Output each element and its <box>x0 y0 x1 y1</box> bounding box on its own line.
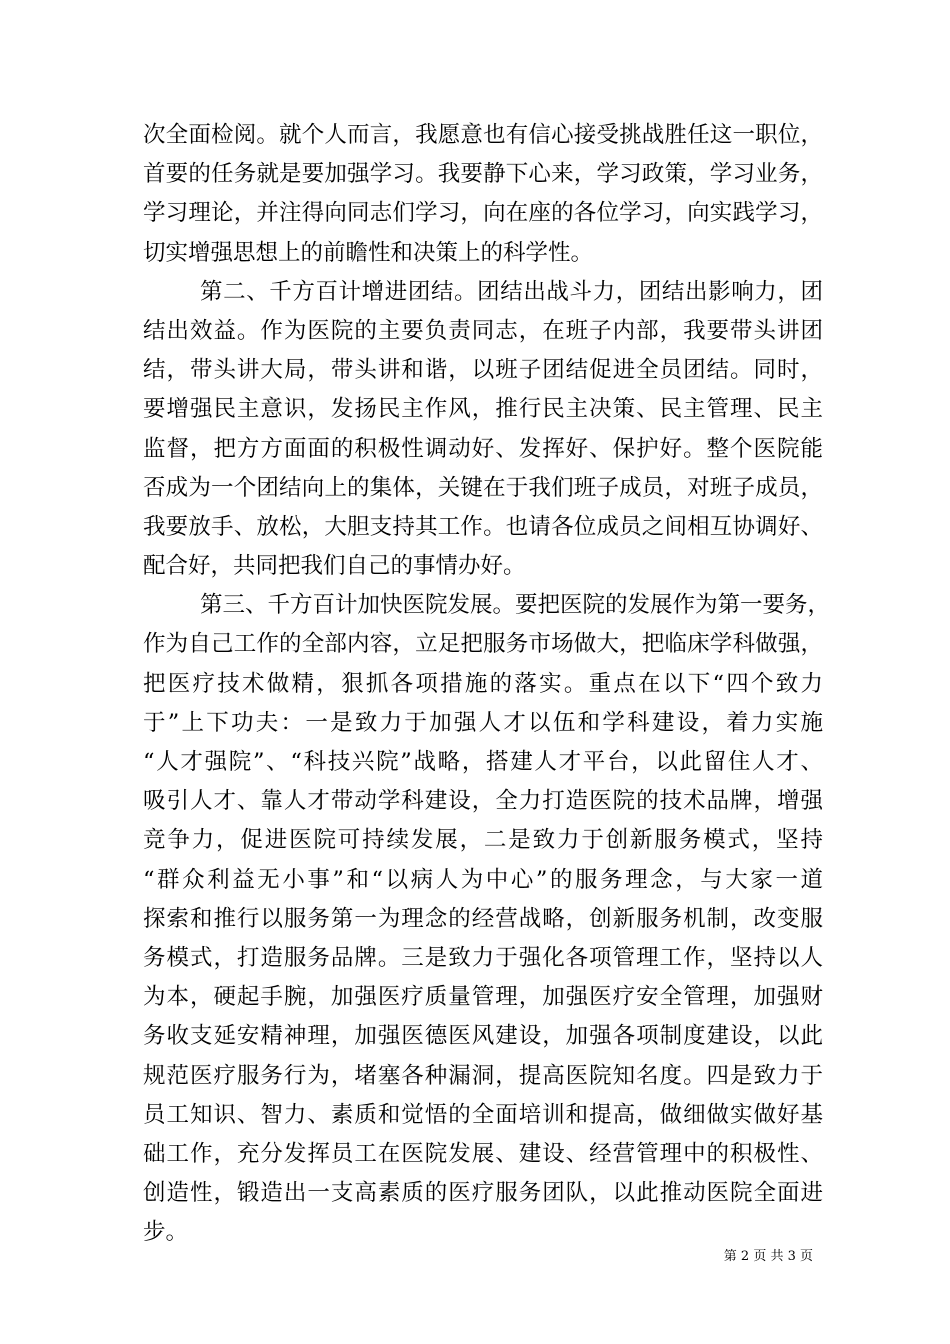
text-line: “群众利益无小事”和“以病人为中心”的服务理念，与大家一道 <box>143 866 823 893</box>
text-line: 学习理论，并注得向同志们学习，向在座的各位学习，向实践学习， <box>143 200 823 227</box>
text-line: 竞争力，促进医院可持续发展，二是致力于创新服务模式，坚持 <box>143 827 823 854</box>
text-line: 为本，硬起手腕，加强医疗质量管理，加强医疗安全管理，加强财 <box>143 984 823 1011</box>
text-line: 规范医疗服务行为，堵塞各种漏洞，提高医院知名度。四是致力于 <box>143 1062 823 1089</box>
text-line: 员工知识、智力、素质和觉悟的全面培训和提高，做细做实做好基 <box>143 1101 823 1128</box>
text-line: 创造性，锻造出一支高素质的医疗服务团队，以此推动医院全面进 <box>143 1180 823 1207</box>
text-line: 于”上下功夫：一是致力于加强人才以伍和学科建设，着力实施 <box>143 709 823 736</box>
text-line: 结出效益。作为医院的主要负责同志，在班子内部，我要带头讲团 <box>143 317 823 344</box>
text-line: 第二、千方百计增进团结。团结出战斗力，团结出影响力，团 <box>200 278 823 305</box>
text-line: 吸引人才、靠人才带动学科建设，全力打造医院的技术品牌，增强 <box>143 788 823 815</box>
text-line: 切实增强思想上的前瞻性和决策上的科学性。 <box>143 239 594 266</box>
text-line: 础工作，充分发挥员工在医院发展、建设、经营管理中的积极性、 <box>143 1140 823 1167</box>
text-line: 探索和推行以服务第一为理念的经营战略，创新服务机制，改变服 <box>143 905 823 932</box>
text-line: 监督，把方方面面的积极性调动好、发挥好、保护好。整个医院能 <box>143 435 823 462</box>
text-line: 否成为一个团结向上的集体，关键在于我们班子成员，对班子成员， <box>143 474 823 501</box>
text-line: “人才强院”、“科技兴院”战略，搭建人才平台，以此留住人才、 <box>143 749 823 775</box>
text-line: 把医疗技术做精，狠抓各项措施的落实。重点在以下“四个致力 <box>143 670 823 697</box>
text-line: 作为自己工作的全部内容，立足把服务市场做大，把临床学科做强， <box>143 631 823 658</box>
page-number-footer: 第 2 页 共 3 页 <box>723 1249 813 1264</box>
text-line: 务模式，打造服务品牌。三是致力于强化各项管理工作，坚持以人 <box>143 944 823 971</box>
text-line: 步。 <box>143 1219 189 1246</box>
text-line: 结，带头讲大局，带头讲和谐，以班子团结促进全员团结。同时， <box>143 357 823 384</box>
text-line: 我要放手、放松，大胆支持其工作。也请各位成员之间相互协调好、 <box>143 513 823 540</box>
text-line: 次全面检阅。就个人而言，我愿意也有信心接受挑战胜任这一职位， <box>143 122 823 148</box>
text-line: 首要的任务就是要加强学习。我要静下心来，学习政策，学习业务， <box>143 161 823 188</box>
text-line: 要增强民主意识，发扬民主作风，推行民主决策、民主管理、民主 <box>143 396 823 423</box>
text-line: 配合好，共同把我们自己的事情办好。 <box>143 553 526 580</box>
text-line: 务收支延安精神理，加强医德医风建设，加强各项制度建设，以此 <box>143 1023 823 1050</box>
document-body <box>143 116 831 1252</box>
text-line: 第三、千方百计加快医院发展。要把医院的发展作为第一要务， <box>200 592 831 619</box>
